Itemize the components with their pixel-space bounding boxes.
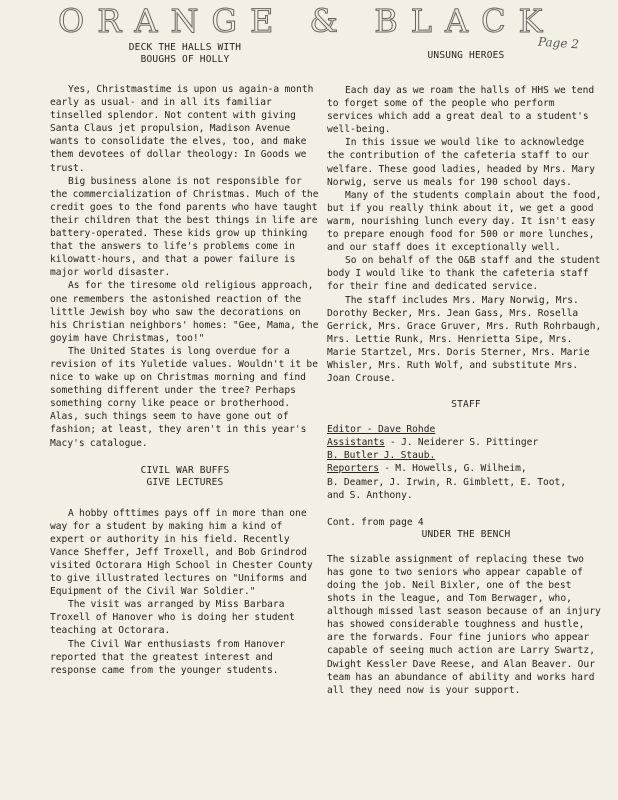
article-heading: BOUGHS OF HOLLY [140,54,230,65]
staff-reporters-cont: and S. Anthony. [327,489,413,501]
article-paragraph: The United States is long overdue for a revision of its Yuletide values. Wouldn't it be nice to wake up on Christmas morning and find something different under the tree? Perhaps something corny like peace or brotherhood. Alas, such things seem to have gone out of fashion; at least, they aren't in this year's Macy's catalogue. [50,345,318,449]
article-paragraph: The sizable assignment of replacing these two has gone to two seniors who appear capable of doing the job. Neil Bixler, one of the best shots in the league, and Tom Berwager, who, although missed last season because of an injury has showed considerable toughness and hustle, are the forwards. Four fine juniors who appear capable of seeing much action are Larry Swartz, Dwight Kessler Dave Reese, and Alan Beaver. Our team has an abundance of ability and works hard all they need now is your support. [327,553,601,696]
article-heading: UNDER THE BENCH [421,528,511,540]
article-paragraph: Yes, Christmastime is upon us again-a month early as usual- and in all its familiar tinselled splendor. Not content with giving Santa Claus jet propulsion, Madison Avenue wants to consolidate the elves, too, and make them devotees of dollar theology: In Goods we trust. [50,84,314,174]
article-paragraph: The staff includes Mrs. Mary Norwig, Mrs. Dorothy Becker, Mrs. Jean Gass, Mrs. Rosella Gerrick, Mrs. Grace Gruver, Mrs. Ruth Rohrbaugh, Mrs. Lettie Runk, Mrs. Henrietta Sipe, Mrs. Marie Startzel, Mrs. Doris Sterner, Mrs. Marie Whisler, Mrs. Ruth Wolf, and substitute Mrs. Joan Crouse. [327,294,602,385]
article-heading: CIVIL WAR BUFFS [140,464,230,476]
staff-box [327,399,605,502]
article-paragraph: Many of the students complain about the food, but if you really think about it, we get a good warm, nourishing lunch every day. It isn't easy to prepare enough food for 500 or more lunches, and our staff does it exceptionally well. [327,189,602,254]
right-column [327,42,605,697]
continued-note: Cont. from page 4 [327,516,424,528]
assistants-names: - J. Neiderer S. Pittinger [384,437,539,449]
article-paragraph: A hobby ofttimes pays off in more than one way for a student by making him a kind of expert or authority in his field. Recently Vance Sheffer, Jeff Troxell, and Bob Grindrod visited Octorara High School in Chester County to give illustrated lectures on "Uniforms and Equipment of the Civil War Soldier." [50,507,313,598]
staff-reporters [327,462,605,475]
article-deck-the-halls [50,42,320,450]
article-civil-war-buffs [50,465,320,677]
reporters-label: Reporters [327,463,379,475]
left-column [50,42,320,677]
article-paragraph: In this issue we would like to acknowledge the contribution of the cafeteria staff to our welfare. These good ladies, headed by Mrs. Mary Norwig, serve us meals for 190 school days. [327,137,595,188]
page-number-label: Page 2 [537,34,580,52]
article-paragraph: The Civil War enthusiasts from Hanover reported that the greatest interest and response came from the younger students. [50,638,285,676]
article-paragraph: Each day as we roam the halls of HHS we tend to forget some of the people who perform services which add a great deal to a student's well-being. [327,85,595,136]
article-under-the-bench [327,516,605,697]
article-paragraph: The visit was arranged by Miss Barbara Troxell of Hanover who is doing her student teaching at Octorara. [50,599,295,637]
article-paragraph: Big business alone is not responsible for the commercialization of Christmas. Much of the credit goes to the fond parents who have taught their children that the best things in life are battery-operated. These kids grow up thinking that the answers to life's problems come in kilowatt-hours, and that a power failure is major world disaster. [50,175,319,279]
staff-editor: Editor - Dave Rohde [327,424,436,436]
article-paragraph: So on behalf of the O&B staff and the student body I would like to thank the cafeteria staff for their fine and dedicated service. [327,255,601,293]
staff-assistants [327,436,605,449]
article-unsung-heroes [327,50,605,385]
newspaper-title: ORANGE & BLACK [58,2,556,40]
article-paragraph: As for the tiresome old religious approach, one remembers the astonished reaction of the little Jewish boy who saw the decorations on his Christian neighbors' homes: "Gee, Mama, the goyim have Christmas, too!" [50,280,319,344]
staff-assistants-cont: B. Butler J. Staub. [327,450,436,462]
staff-reporters-cont: B. Deamer, J. Irwin, R. Gimblett, E. Toot, [327,476,567,488]
article-heading: GIVE LECTURES [146,476,224,488]
staff-heading: STAFF [451,399,481,411]
article-heading: DECK THE HALLS WITH [128,42,242,53]
article-heading: UNSUNG HEROES [427,50,505,61]
reporters-names: - M. Howells, G. Wilheim, [378,463,527,475]
assistants-label: Assistants [327,437,385,449]
